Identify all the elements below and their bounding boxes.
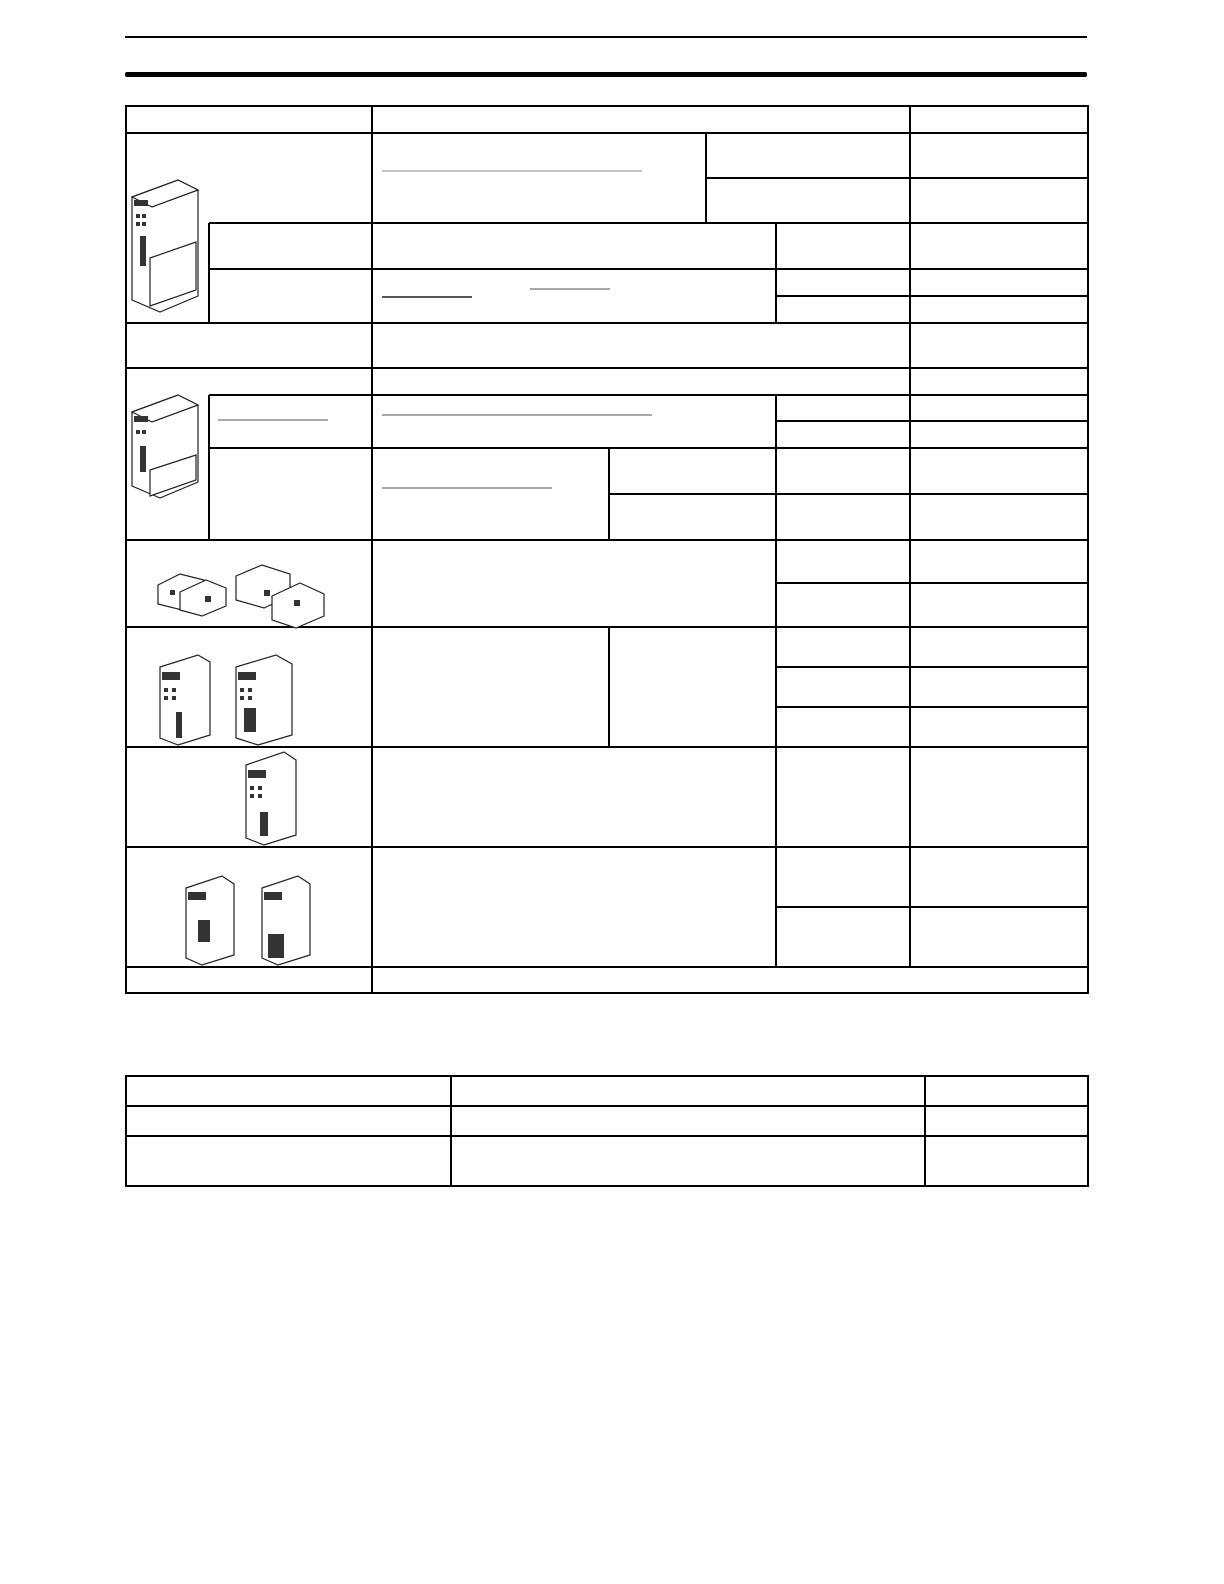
main-table-frame (126, 106, 1088, 993)
paired-unit-e-icon (186, 876, 310, 965)
secondary-table-frame (126, 1076, 1088, 1186)
illegible-marks (218, 170, 652, 489)
single-unit-d-icon (246, 752, 296, 845)
paired-unit-c-icon (160, 655, 292, 745)
main-table (126, 106, 1088, 993)
connector-blocks-icon (158, 565, 324, 628)
secondary-table (126, 1076, 1088, 1186)
unit-type-b-icon (132, 395, 198, 498)
unit-type-a-icon (132, 180, 198, 312)
